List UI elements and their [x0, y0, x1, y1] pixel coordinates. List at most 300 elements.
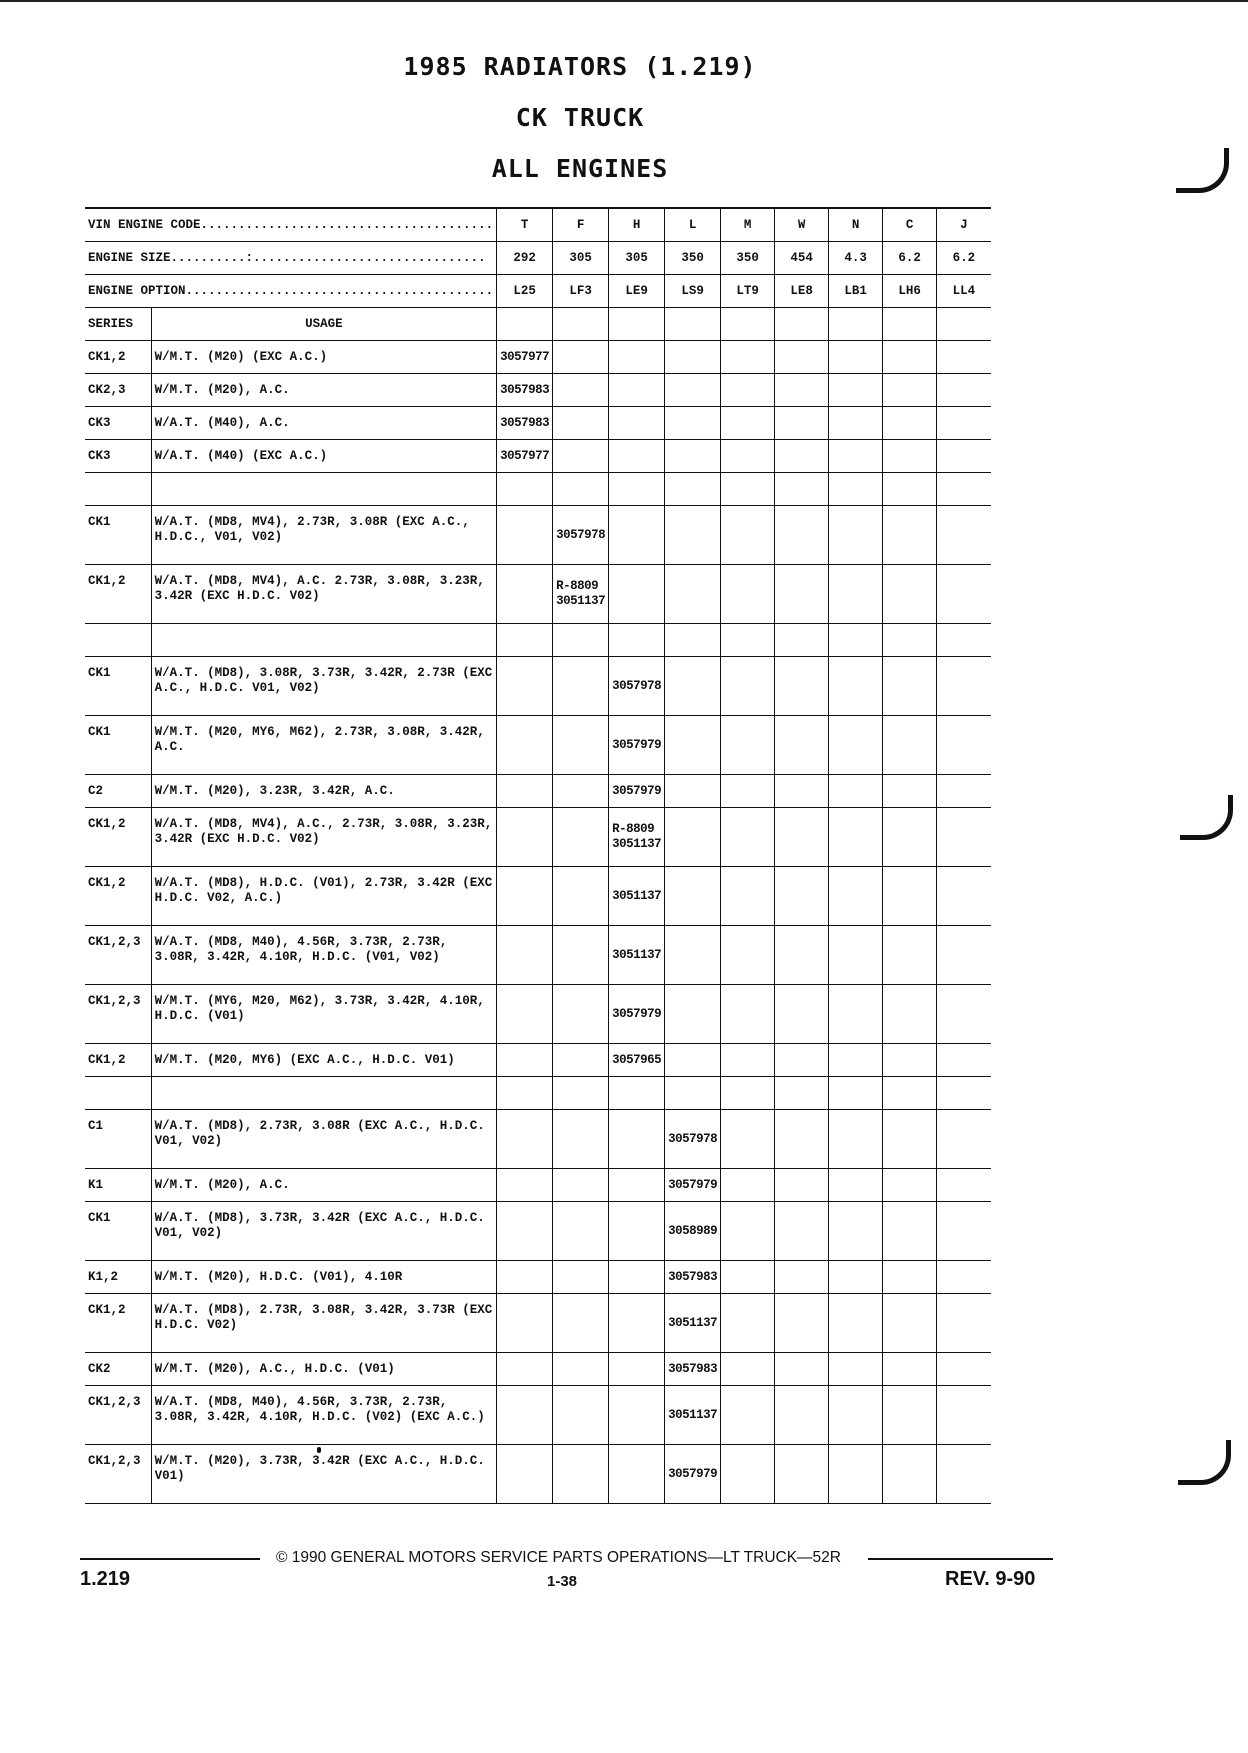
usage-cell: W/A.T. (M40) (EXC A.C.) — [151, 440, 496, 473]
part-number-cell — [937, 716, 991, 775]
engine-option-cell: LB1 — [829, 275, 883, 308]
part-number-cell — [721, 506, 775, 565]
table-row — [85, 1202, 991, 1261]
table-row — [85, 1110, 991, 1169]
part-number-cell: 3057983 — [665, 1353, 721, 1386]
part-number-cell — [883, 1294, 937, 1353]
part-number-cell — [775, 926, 829, 985]
series-cell: CK1,2 — [85, 808, 151, 867]
part-number-cell — [883, 1261, 937, 1294]
part-number-cell: 3057979 — [665, 1445, 721, 1504]
footer-revision: REV. 9-90 — [945, 1568, 1036, 1590]
part-number-cell: 3057978 — [665, 1110, 721, 1169]
part-number-cell: 3051137 — [609, 867, 665, 926]
series-cell: CK1,2,3 — [85, 1445, 151, 1504]
vin-code-cell: L — [665, 208, 721, 242]
part-number-cell — [883, 775, 937, 808]
usage-cell: W/A.T. (MD8, MV4), A.C., 2.73R, 3.08R, 3.23R, 3.42R (EXC H.D.C. V02) — [151, 808, 496, 867]
part-number-cell — [937, 657, 991, 716]
part-number-cell — [829, 440, 883, 473]
part-number-cell — [721, 1353, 775, 1386]
part-number-cell — [829, 1294, 883, 1353]
part-number-cell — [937, 985, 991, 1044]
series-cell: CK1,2 — [85, 1044, 151, 1077]
part-number-cell — [829, 374, 883, 407]
part-number-cell — [883, 1353, 937, 1386]
part-number-cell — [829, 775, 883, 808]
engine-option-label: ENGINE OPTION......................................... — [85, 275, 497, 308]
header-row-engine-size — [85, 242, 991, 275]
table-row — [85, 1077, 991, 1110]
part-number-cell — [883, 1386, 937, 1445]
part-number-cell — [497, 926, 553, 985]
table-row — [85, 1169, 991, 1202]
series-cell: CK1,2,3 — [85, 926, 151, 985]
part-number-cell — [937, 1077, 991, 1110]
usage-cell: W/M.T. (M20), A.C. — [151, 374, 496, 407]
part-number-cell — [883, 624, 937, 657]
vin-code-cell: M — [721, 208, 775, 242]
part-number-cell: 3057965 — [609, 1044, 665, 1077]
part-number-cell — [937, 565, 991, 624]
table-row — [85, 374, 991, 407]
part-number-cell — [883, 1044, 937, 1077]
vin-code-cell: N — [829, 208, 883, 242]
part-number-cell — [775, 1261, 829, 1294]
part-number-cell — [775, 1445, 829, 1504]
part-number-cell — [937, 775, 991, 808]
part-number-cell — [829, 1077, 883, 1110]
part-number-cell — [665, 1077, 721, 1110]
part-number-cell — [553, 1294, 609, 1353]
part-number-cell — [883, 867, 937, 926]
engine-size-cell: 350 — [721, 242, 775, 275]
part-number-cell — [829, 506, 883, 565]
part-number-cell — [497, 506, 553, 565]
part-number-cell — [721, 985, 775, 1044]
usage-header: USAGE — [151, 308, 496, 341]
part-number-cell — [553, 926, 609, 985]
footer-page-number: 1-38 — [547, 1573, 578, 1590]
table-row — [85, 808, 991, 867]
usage-cell: W/A.T. (MD8), 3.73R, 3.42R (EXC A.C., H.D.C. V01, V02) — [151, 1202, 496, 1261]
part-number-cell — [775, 716, 829, 775]
part-number-cell: 3057978 — [553, 506, 609, 565]
part-number-cell — [829, 1044, 883, 1077]
part-number-cell: 3057979 — [609, 716, 665, 775]
part-number-cell — [829, 808, 883, 867]
series-cell — [85, 1077, 151, 1110]
usage-cell: W/A.T. (MD8, M40), 4.56R, 3.73R, 2.73R, 3.08R, 3.42R, 4.10R, H.D.C. (V01, V02) — [151, 926, 496, 985]
part-number-cell: 3057983 — [497, 374, 553, 407]
part-number-cell: 3057978 — [609, 657, 665, 716]
table-row — [85, 1386, 991, 1445]
empty-cell — [775, 308, 829, 341]
speck-mark — [317, 1447, 321, 1453]
part-number-cell — [883, 1202, 937, 1261]
part-number-cell: 3057979 — [665, 1169, 721, 1202]
part-number-cell — [721, 1044, 775, 1077]
part-number-cell — [553, 808, 609, 867]
part-number-cell — [721, 926, 775, 985]
part-number-cell — [553, 374, 609, 407]
part-number-cell: 3057983 — [497, 407, 553, 440]
usage-cell: W/A.T. (MD8, MV4), A.C. 2.73R, 3.08R, 3.23R, 3.42R (EXC H.D.C. V02) — [151, 565, 496, 624]
part-number-cell — [775, 657, 829, 716]
part-number-cell — [721, 473, 775, 506]
part-number-cell — [497, 1353, 553, 1386]
part-number-cell — [721, 867, 775, 926]
part-number-cell — [883, 506, 937, 565]
part-number-cell: 3051137 — [609, 926, 665, 985]
table-row — [85, 341, 991, 374]
part-number-cell — [497, 775, 553, 808]
usage-cell: W/A.T. (MD8), 2.73R, 3.08R, 3.42R, 3.73R (EXC H.D.C. V02) — [151, 1294, 496, 1353]
series-cell: CK1 — [85, 716, 151, 775]
part-number-cell — [829, 1445, 883, 1504]
vin-code-cell: T — [497, 208, 553, 242]
part-number-cell — [665, 808, 721, 867]
series-cell: CK2 — [85, 1353, 151, 1386]
part-number-cell — [721, 808, 775, 867]
series-cell: C1 — [85, 1110, 151, 1169]
part-number-cell — [775, 1169, 829, 1202]
usage-cell: W/M.T. (MY6, M20, M62), 3.73R, 3.42R, 4.10R, H.D.C. (V01) — [151, 985, 496, 1044]
part-number-cell — [883, 985, 937, 1044]
part-number-cell — [829, 1353, 883, 1386]
part-number-cell — [883, 926, 937, 985]
part-number-cell — [775, 374, 829, 407]
series-cell: CK1,2 — [85, 341, 151, 374]
engine-size-cell: 6.2 — [883, 242, 937, 275]
table-row — [85, 716, 991, 775]
usage-cell — [151, 1077, 496, 1110]
part-number-cell — [665, 775, 721, 808]
part-number-cell — [609, 1110, 665, 1169]
usage-cell — [151, 473, 496, 506]
footer-rule-right — [868, 1558, 1053, 1560]
series-cell: CK1 — [85, 1202, 151, 1261]
part-number-cell — [553, 657, 609, 716]
table-row — [85, 1294, 991, 1353]
series-cell: CK1 — [85, 657, 151, 716]
footer-copyright: © 1990 GENERAL MOTORS SERVICE PARTS OPERATIONS—LT TRUCK—52R — [276, 1549, 841, 1566]
vin-code-cell: F — [553, 208, 609, 242]
part-number-cell — [609, 624, 665, 657]
part-number-cell — [937, 374, 991, 407]
part-number-cell — [829, 1386, 883, 1445]
part-number-cell — [665, 407, 721, 440]
part-number-cell — [609, 1445, 665, 1504]
table-row — [85, 473, 991, 506]
part-number-cell — [721, 716, 775, 775]
series-cell — [85, 624, 151, 657]
part-number-cell — [721, 440, 775, 473]
part-number-cell: 3057977 — [497, 440, 553, 473]
part-number-cell — [609, 473, 665, 506]
engine-option-cell: LE8 — [775, 275, 829, 308]
empty-cell — [937, 308, 991, 341]
vin-code-cell: C — [883, 208, 937, 242]
part-number-cell — [937, 808, 991, 867]
part-number-cell — [775, 565, 829, 624]
part-number-cell — [829, 716, 883, 775]
part-number-cell — [609, 341, 665, 374]
part-number-cell — [937, 1353, 991, 1386]
usage-cell: W/A.T. (MD8), 3.08R, 3.73R, 3.42R, 2.73R (EXC A.C., H.D.C. V01, V02) — [151, 657, 496, 716]
series-cell: CK3 — [85, 407, 151, 440]
usage-cell — [151, 624, 496, 657]
part-number-cell — [937, 867, 991, 926]
part-number-cell — [553, 440, 609, 473]
part-number-cell — [497, 1294, 553, 1353]
part-number-cell — [721, 1445, 775, 1504]
part-number-cell — [665, 506, 721, 565]
part-number-cell — [665, 867, 721, 926]
empty-cell — [721, 308, 775, 341]
part-number-cell — [721, 624, 775, 657]
empty-cell — [609, 308, 665, 341]
part-number-cell — [609, 1077, 665, 1110]
usage-cell: W/M.T. (M20), 3.23R, 3.42R, A.C. — [151, 775, 496, 808]
part-number-cell — [829, 473, 883, 506]
part-number-cell — [829, 1261, 883, 1294]
vin-code-cell: W — [775, 208, 829, 242]
engine-size-cell: 4.3 — [829, 242, 883, 275]
radiator-parts-table — [85, 207, 991, 1504]
binder-ring-mark — [1176, 148, 1229, 193]
part-number-cell — [937, 1169, 991, 1202]
part-number-cell: 3057979 — [609, 775, 665, 808]
engine-size-label: ENGINE SIZE..........:............................... — [85, 242, 497, 275]
table-row — [85, 440, 991, 473]
part-number-cell — [497, 624, 553, 657]
part-number-cell — [721, 341, 775, 374]
table-row — [85, 985, 991, 1044]
series-cell: CK1 — [85, 506, 151, 565]
part-number-cell — [553, 1202, 609, 1261]
series-cell: CK3 — [85, 440, 151, 473]
engine-option-cell: LE9 — [609, 275, 665, 308]
part-number-cell — [829, 657, 883, 716]
table-row — [85, 926, 991, 985]
part-number-cell — [497, 1110, 553, 1169]
part-number-cell — [721, 1261, 775, 1294]
table-row — [85, 506, 991, 565]
page-subtitle-engines: ALL ENGINES — [491, 154, 669, 183]
part-number-cell — [937, 1294, 991, 1353]
binder-ring-mark — [1180, 795, 1233, 840]
part-number-cell — [553, 1353, 609, 1386]
part-number-cell — [665, 624, 721, 657]
part-number-cell — [883, 440, 937, 473]
series-header: SERIES — [85, 308, 151, 341]
part-number-cell — [553, 867, 609, 926]
page-subtitle: CK TRUCK — [515, 103, 645, 132]
series-cell — [85, 473, 151, 506]
binder-ring-mark — [1178, 1440, 1231, 1485]
engine-option-cell: LF3 — [553, 275, 609, 308]
part-number-cell — [609, 1353, 665, 1386]
part-number-cell — [553, 1044, 609, 1077]
usage-cell: W/M.T. (M20, MY6) (EXC A.C., H.D.C. V01) — [151, 1044, 496, 1077]
part-number-cell — [775, 985, 829, 1044]
table-row — [85, 1044, 991, 1077]
part-number-cell — [775, 1353, 829, 1386]
table-row — [85, 775, 991, 808]
part-number-cell — [883, 374, 937, 407]
part-number-cell — [609, 374, 665, 407]
part-number-cell: R-8809 3051137 — [553, 565, 609, 624]
part-number-cell — [609, 565, 665, 624]
part-number-cell — [775, 624, 829, 657]
part-number-cell — [775, 506, 829, 565]
empty-cell — [553, 308, 609, 341]
engine-option-cell: LH6 — [883, 275, 937, 308]
usage-cell: W/A.T. (MD8), H.D.C. (V01), 2.73R, 3.42R (EXC H.D.C. V02, A.C.) — [151, 867, 496, 926]
part-number-cell — [883, 657, 937, 716]
part-number-cell — [829, 926, 883, 985]
part-number-cell — [937, 341, 991, 374]
part-number-cell — [609, 1386, 665, 1445]
part-number-cell — [665, 374, 721, 407]
part-number-cell — [553, 473, 609, 506]
part-number-cell — [883, 473, 937, 506]
table-row — [85, 407, 991, 440]
part-number-cell — [883, 565, 937, 624]
part-number-cell: 3051137 — [665, 1386, 721, 1445]
part-number-cell — [721, 1294, 775, 1353]
table-row — [85, 1261, 991, 1294]
series-cell: CK1,2,3 — [85, 1386, 151, 1445]
part-number-cell — [937, 440, 991, 473]
part-number-cell — [937, 1202, 991, 1261]
part-number-cell — [721, 374, 775, 407]
empty-cell — [665, 308, 721, 341]
part-number-cell — [665, 565, 721, 624]
part-number-cell — [553, 407, 609, 440]
usage-cell: W/A.T. (MD8, M40), 4.56R, 3.73R, 2.73R, 3.08R, 3.42R, 4.10R, H.D.C. (V02) (EXC A.C.) — [151, 1386, 496, 1445]
part-number-cell — [609, 1261, 665, 1294]
column-header-row — [85, 308, 991, 341]
part-number-cell — [721, 1077, 775, 1110]
part-number-cell — [937, 1044, 991, 1077]
part-number-cell — [553, 775, 609, 808]
part-number-cell — [775, 1077, 829, 1110]
empty-cell — [883, 308, 937, 341]
part-number-cell — [609, 506, 665, 565]
part-number-cell — [937, 1386, 991, 1445]
part-number-cell — [775, 1386, 829, 1445]
part-number-cell — [775, 1110, 829, 1169]
vin-code-label: VIN ENGINE CODE....................................... — [85, 208, 497, 242]
part-number-cell — [775, 407, 829, 440]
part-number-cell — [665, 1044, 721, 1077]
part-number-cell — [497, 1202, 553, 1261]
vin-code-cell: J — [937, 208, 991, 242]
part-number-cell: 3057983 — [665, 1261, 721, 1294]
part-number-cell — [721, 565, 775, 624]
part-number-cell — [883, 1077, 937, 1110]
part-number-cell — [883, 808, 937, 867]
footer-section-number: 1.219 — [80, 1568, 131, 1590]
part-number-cell — [721, 407, 775, 440]
part-number-cell — [721, 1202, 775, 1261]
part-number-cell: 3057979 — [609, 985, 665, 1044]
part-number-cell — [497, 1386, 553, 1445]
part-number-cell — [829, 1110, 883, 1169]
part-number-cell — [497, 1261, 553, 1294]
table-row — [85, 1445, 991, 1504]
part-number-cell — [937, 926, 991, 985]
part-number-cell — [553, 716, 609, 775]
part-number-cell — [497, 1169, 553, 1202]
engine-size-cell: 350 — [665, 242, 721, 275]
table-row — [85, 867, 991, 926]
table-row — [85, 565, 991, 624]
engine-option-cell: L25 — [497, 275, 553, 308]
part-number-cell — [665, 926, 721, 985]
part-number-cell — [775, 473, 829, 506]
series-cell: CK2,3 — [85, 374, 151, 407]
part-number-cell — [497, 808, 553, 867]
page-title: 1985 RADIATORS (1.219) — [403, 52, 757, 81]
engine-size-cell: 292 — [497, 242, 553, 275]
part-number-cell — [775, 775, 829, 808]
series-cell: C2 — [85, 775, 151, 808]
part-number-cell: R-8809 3051137 — [609, 808, 665, 867]
header-row-engine-option — [85, 275, 991, 308]
part-number-cell — [883, 1169, 937, 1202]
part-number-cell — [829, 867, 883, 926]
part-number-cell — [553, 1445, 609, 1504]
series-cell: CK1,2 — [85, 1294, 151, 1353]
part-number-cell — [937, 1445, 991, 1504]
part-number-cell — [775, 1294, 829, 1353]
engine-size-cell: 305 — [553, 242, 609, 275]
part-number-cell — [553, 1261, 609, 1294]
part-number-cell — [883, 341, 937, 374]
part-number-cell — [721, 1110, 775, 1169]
engine-size-cell: 6.2 — [937, 242, 991, 275]
part-number-cell — [497, 1044, 553, 1077]
part-number-cell — [883, 716, 937, 775]
part-number-cell — [721, 1386, 775, 1445]
part-number-cell: 3057977 — [497, 341, 553, 374]
part-number-cell — [937, 1110, 991, 1169]
part-number-cell — [553, 1077, 609, 1110]
part-number-cell — [829, 985, 883, 1044]
part-number-cell — [497, 1077, 553, 1110]
series-cell: CK1,2,3 — [85, 985, 151, 1044]
part-number-cell — [497, 1445, 553, 1504]
part-number-cell — [497, 716, 553, 775]
usage-cell: W/M.T. (M20), 3.73R, 3.42R (EXC A.C., H.D.C. V01) — [151, 1445, 496, 1504]
vin-code-cell: H — [609, 208, 665, 242]
series-cell: CK1,2 — [85, 867, 151, 926]
engine-option-cell: LT9 — [721, 275, 775, 308]
footer-rule-left — [80, 1558, 260, 1560]
part-number-cell — [937, 506, 991, 565]
part-number-cell — [665, 341, 721, 374]
part-number-cell — [937, 473, 991, 506]
part-number-cell — [497, 473, 553, 506]
table-row — [85, 1353, 991, 1386]
part-number-cell — [665, 716, 721, 775]
part-number-cell — [497, 657, 553, 716]
part-number-cell — [883, 1445, 937, 1504]
part-number-cell — [721, 775, 775, 808]
